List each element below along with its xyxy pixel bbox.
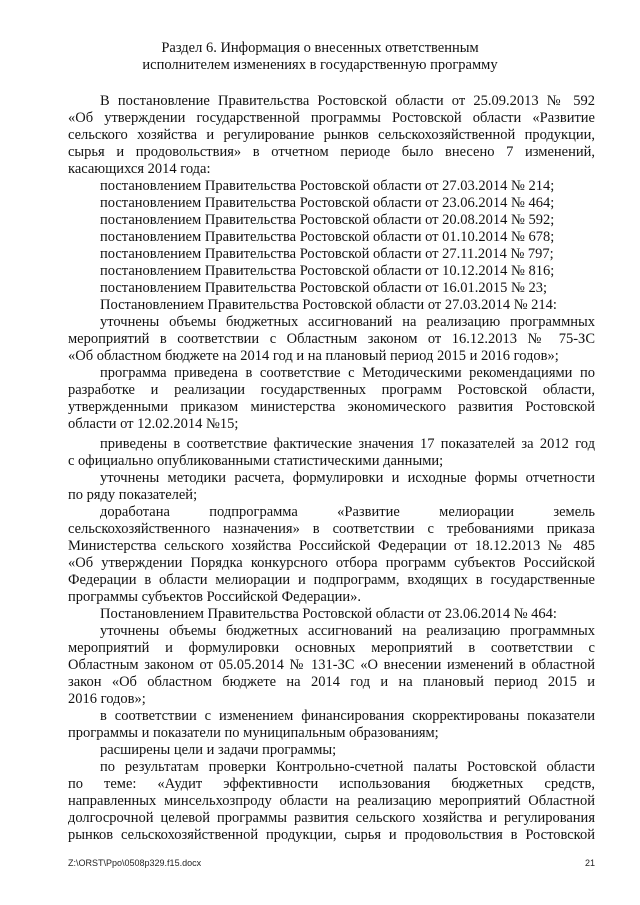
body-line: области от 12.02.2014 №15;: [68, 416, 239, 432]
body-line: приведены в соответствие фактические значения 17 показателей за 2012 год: [100, 436, 595, 452]
body-line: «Об утверждении государственной программы Ростовской области «Развитие: [68, 110, 595, 126]
body-line: программа приведена в соответствие с Методическими рекомендациями по: [100, 365, 595, 381]
body-line: Областным законом от 05.05.2014 № 131-ЗС «О внесении изменений в областной: [68, 657, 595, 673]
body-line: «Об областном бюджете на 2014 год и на плановый период 2015 и 2016 годов»;: [68, 348, 559, 364]
body-line: с официально опубликованными статистическими данными;: [68, 453, 444, 469]
body-line: программы и показатели по муниципальным образованиям;: [68, 725, 439, 741]
body-line: по ряду показателей;: [68, 487, 198, 503]
body-line: доработана подпрограмма «Развитие мелиорации земель: [100, 504, 595, 520]
section-heading-line-2: исполнителем изменениях в государственную программу: [142, 57, 498, 73]
body-line: направленных минсельхозпроду области на реализацию мероприятий Областной: [68, 793, 595, 809]
body-line: рынков сельскохозяйственной продукции, сырья и продовольствия в Ростовской: [68, 827, 595, 843]
body-line: В постановление Правительства Ростовской области от 25.09.2013 № 592: [100, 93, 595, 109]
body-line: сельскохозяйственного назначения» в соответствии с требованиями приказа: [68, 521, 595, 537]
body-line: уточнены объемы бюджетных ассигнований на реализацию программных: [100, 314, 595, 330]
body-line: в соответствии с изменением финансирования скорректированы показатели: [100, 708, 595, 724]
amendment-list-item: постановлением Правительства Ростовской области от 27.11.2014 № 797;: [100, 246, 554, 262]
subsection-intro: Постановлением Правительства Ростовской области от 27.03.2014 № 214:: [100, 297, 557, 313]
amendment-list-item: постановлением Правительства Ростовской области от 27.03.2014 № 214;: [100, 178, 555, 194]
body-line: расширены цели и задачи программы;: [100, 742, 337, 758]
amendment-list-item: постановлением Правительства Ростовской области от 01.10.2014 № 678;: [100, 229, 555, 245]
body-line: 2016 годов»;: [68, 691, 146, 707]
amendment-list-item: постановлением Правительства Ростовской области от 16.01.2015 № 23;: [100, 280, 547, 296]
body-line: мероприятий в соответствии с Областным законом от 16.12.2013 № 75-ЗС: [68, 331, 595, 347]
body-line: касающихся 2014 года:: [68, 161, 211, 177]
body-line: мероприятий и формулировки основных мероприятий в соответствии с: [68, 640, 595, 656]
amendment-list-item: постановлением Правительства Ростовской области от 10.12.2014 № 816;: [100, 263, 555, 279]
body-line: «Об утверждении Порядка конкурсного отбора программ субъектов Российской: [68, 555, 595, 571]
body-line: утвержденными приказом министерства экономического развития Ростовской: [68, 399, 595, 415]
body-line: сельского хозяйства и регулирование рынков сельскохозяйственной продукции,: [68, 127, 595, 143]
footer-file-path: Z:\ORST\Ppo\0508p329.f15.docx: [68, 858, 202, 868]
amendment-list-item: постановлением Правительства Ростовской области от 23.06.2014 № 464;: [100, 195, 555, 211]
section-heading-line-1: Раздел 6. Информация о внесенных ответственным: [161, 40, 479, 56]
body-line: программы субъектов Российской Федерации».: [68, 589, 362, 605]
body-line: сырья и продовольствия» в отчетном периоде было внесено 7 изменений,: [68, 144, 595, 160]
body-line: уточнены методики расчета, формулировки и исходные формы отчетности: [100, 470, 595, 486]
body-line: уточнены объемы бюджетных ассигнований на реализацию программных: [100, 623, 595, 639]
body-line: по теме: «Аудит эффективности использования бюджетных средств,: [68, 776, 595, 792]
body-line: Федерации в области мелиорации и подпрограмм, входящих в государственные: [68, 572, 595, 588]
body-line: по результатам проверки Контрольно-счетной палаты Ростовской области: [100, 759, 595, 775]
body-line: разработке и реализации государственных программ Ростовской области,: [68, 382, 595, 398]
body-line: закон «Об областном бюджете на 2014 год и на плановый период 2015 и: [68, 674, 595, 690]
body-line: долгосрочной целевой программы развития сельского хозяйства и регулирования: [68, 810, 595, 826]
subsection-intro: Постановлением Правительства Ростовской области от 23.06.2014 № 464:: [100, 606, 557, 622]
amendment-list-item: постановлением Правительства Ростовской области от 20.08.2014 № 592;: [100, 212, 555, 228]
body-line: Министерства сельского хозяйства Российской Федерации от 18.12.2013 № 485: [68, 538, 595, 554]
page-number: 21: [584, 858, 595, 868]
